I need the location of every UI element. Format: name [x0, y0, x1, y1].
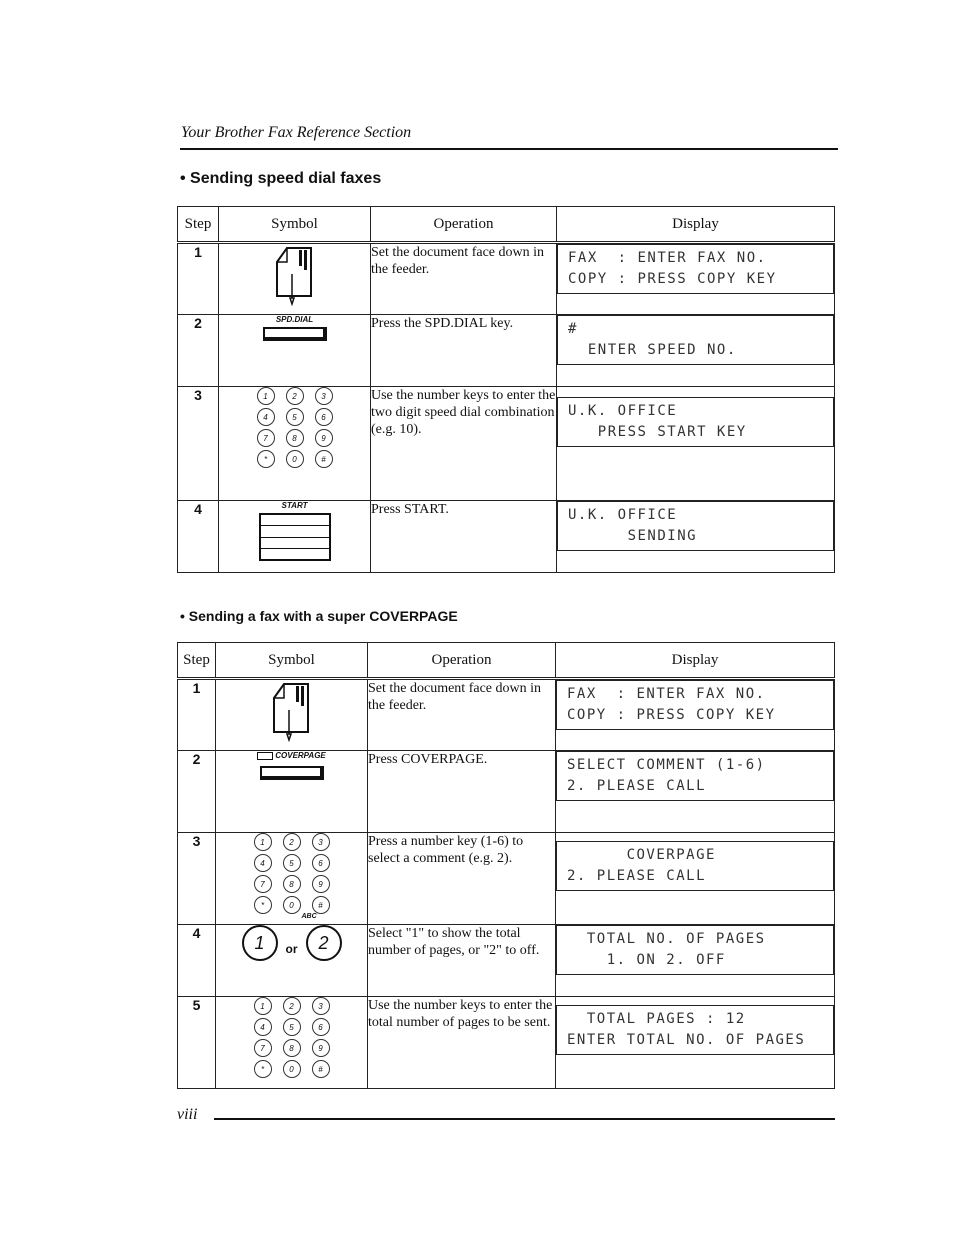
spd-dial-key-caption: SPD.DIAL: [275, 315, 314, 324]
display-cell: [556, 833, 835, 925]
lcd-display: [556, 841, 834, 891]
header-operation: Operation: [368, 643, 556, 679]
lcd-line-1: #: [568, 321, 578, 337]
number-key-icon: 4: [254, 854, 272, 872]
number-key-icon: 5: [283, 1018, 301, 1036]
number-key-icon: 6: [312, 854, 330, 872]
number-key-icon: 6: [312, 1018, 330, 1036]
number-key-icon: 5: [286, 408, 304, 426]
display-cell: [557, 501, 835, 573]
number-key-icon: #: [315, 450, 333, 468]
lcd-display: [557, 397, 834, 447]
table-row: [178, 833, 835, 925]
number-key-icon: 7: [254, 1039, 272, 1057]
header-step: Step: [178, 643, 216, 679]
lcd-line-1: TOTAL PAGES : 12: [567, 1011, 746, 1027]
symbol-cell: [216, 997, 368, 1089]
number-key-icon: #: [312, 1060, 330, 1078]
table-row: [178, 751, 835, 833]
lcd-line-2: COPY : PRESS COPY KEY: [568, 271, 777, 287]
number-key-icon: 2: [283, 997, 301, 1015]
speed-dial-table: [177, 206, 835, 573]
lcd-line-1: FAX : ENTER FAX NO.: [568, 250, 767, 266]
lcd-line-1: COVERPAGE: [567, 847, 716, 863]
number-key-icon: 8: [283, 875, 301, 893]
operation-text: Press COVERPAGE.: [368, 751, 556, 833]
lcd-line-1: U.K. OFFICE: [568, 507, 678, 523]
table-row: [178, 387, 835, 501]
header-display: Display: [556, 643, 835, 679]
operation-text: Use the number keys to enter the total number of pages to be sent.: [368, 997, 556, 1089]
page-number: viii: [177, 1106, 198, 1123]
section-title-speed-dial: • Sending speed dial faxes: [180, 170, 382, 187]
number-key-icon: 0: [283, 896, 301, 914]
running-head: Your Brother Fax Reference Section: [181, 124, 412, 141]
number-keypad-icon: [219, 387, 370, 468]
lcd-line-1: SELECT COMMENT (1-6): [567, 757, 766, 773]
operation-text: Set the document face down in the feeder.: [371, 243, 557, 315]
step-number: 1: [178, 243, 219, 315]
symbol-cell: [216, 751, 368, 833]
lcd-line-2: ENTER TOTAL NO. OF PAGES: [567, 1032, 806, 1048]
number-key-icon: 5: [283, 854, 301, 872]
operation-text: Press a number key (1-6) to select a comment (e.g. 2).: [368, 833, 556, 925]
header-symbol: Symbol: [219, 207, 371, 243]
header-symbol: Symbol: [216, 643, 368, 679]
number-key-icon: 1: [254, 833, 272, 851]
key-2-wrap: [301, 913, 342, 961]
display-cell: [556, 751, 835, 833]
number-key-icon: 8: [286, 429, 304, 447]
display-cell: [556, 925, 835, 997]
lcd-line-2: 2. PLEASE CALL: [567, 868, 707, 884]
header-step: Step: [178, 207, 219, 243]
number-key-icon: 0: [283, 1060, 301, 1078]
display-cell: [557, 243, 835, 315]
lcd-display: [556, 925, 834, 975]
lcd-line-2: COPY : PRESS COPY KEY: [567, 707, 776, 723]
step-number: 3: [178, 833, 216, 925]
lcd-display: [556, 1005, 834, 1055]
number-key-icon: 9: [312, 1039, 330, 1057]
symbol-cell: [219, 387, 371, 501]
table-row: [178, 925, 835, 997]
key-2-icon: 2: [306, 925, 342, 961]
step-number: 2: [178, 751, 216, 833]
lcd-display: [556, 680, 834, 730]
lcd-line-2: 1. ON 2. OFF: [567, 952, 726, 968]
symbol-cell: [216, 833, 368, 925]
number-key-icon: 2: [286, 387, 304, 405]
display-cell: [557, 315, 835, 387]
lcd-display: [556, 751, 834, 801]
symbol-cell: [219, 243, 371, 315]
footer-rule: [214, 1118, 835, 1120]
table-row: [178, 997, 835, 1089]
number-key-icon: 6: [315, 408, 333, 426]
header-operation: Operation: [371, 207, 557, 243]
step-number: 3: [178, 387, 219, 501]
operation-text: Use the number keys to enter the two digit speed dial combination (e.g. 10).: [371, 387, 557, 501]
coverpage-caption-text: COVERPAGE: [275, 751, 326, 760]
symbol-cell: [216, 913, 368, 997]
number-key-icon: 7: [257, 429, 275, 447]
document-feed-icon: [268, 680, 316, 742]
number-key-icon: *: [254, 896, 272, 914]
section-title-coverpage: • Sending a fax with a super COVERPAGE: [180, 608, 458, 624]
number-keypad-icon: [216, 997, 367, 1078]
table-row: [178, 315, 835, 387]
table-row: [178, 243, 835, 315]
table-header-row: [178, 207, 835, 243]
lcd-line-2: SENDING: [568, 528, 698, 544]
symbol-cell: [219, 501, 371, 573]
symbol-cell: [219, 315, 371, 387]
display-cell: [556, 679, 835, 751]
spd-dial-key-icon: [263, 327, 327, 341]
number-key-icon: 9: [315, 429, 333, 447]
step-number: 4: [178, 501, 219, 573]
operation-text: Press the SPD.DIAL key.: [371, 315, 557, 387]
step-number: 5: [178, 997, 216, 1089]
coverpage-table: [177, 642, 835, 1089]
number-key-icon: 3: [315, 387, 333, 405]
number-key-icon: 0: [286, 450, 304, 468]
number-keypad-icon: [216, 833, 367, 914]
display-cell: [556, 997, 835, 1089]
symbol-cell: [216, 679, 368, 751]
table-row: [178, 501, 835, 573]
operation-text: Press START.: [371, 501, 557, 573]
coverpage-mini-icon: [257, 752, 273, 760]
lcd-line-1: TOTAL NO. OF PAGES: [567, 931, 766, 947]
lcd-display: [557, 315, 834, 365]
number-key-icon: *: [254, 1060, 272, 1078]
lcd-display: [557, 501, 834, 551]
number-key-icon: #: [312, 896, 330, 914]
lcd-display: [557, 244, 834, 294]
operation-text: Set the document face down in the feeder.: [368, 679, 556, 751]
number-key-icon: *: [257, 450, 275, 468]
display-cell: [557, 387, 835, 501]
step-number: 2: [178, 315, 219, 387]
table-header-row: [178, 643, 835, 679]
or-label: or: [285, 942, 298, 956]
number-key-icon: 8: [283, 1039, 301, 1057]
number-key-icon: 1: [254, 997, 272, 1015]
coverpage-key-icon: [260, 766, 324, 780]
lcd-line-2: ENTER SPEED NO.: [568, 342, 737, 358]
table-row: [178, 679, 835, 751]
header-display: Display: [557, 207, 835, 243]
lcd-line-2: PRESS START KEY: [568, 424, 747, 440]
lcd-line-2: 2. PLEASE CALL: [567, 778, 707, 794]
coverpage-key-caption: [216, 751, 367, 760]
abc-label: ABC: [301, 913, 317, 920]
document-feed-icon: [271, 244, 319, 306]
number-key-icon: 4: [257, 408, 275, 426]
start-key-caption: START: [281, 501, 308, 510]
start-key-icon: [259, 513, 331, 561]
number-key-icon: 9: [312, 875, 330, 893]
number-key-icon: 3: [312, 997, 330, 1015]
number-key-icon: 1: [257, 387, 275, 405]
lcd-line-1: FAX : ENTER FAX NO.: [567, 686, 766, 702]
number-key-icon: 3: [312, 833, 330, 851]
number-key-icon: 4: [254, 1018, 272, 1036]
one-or-two-keys: [216, 913, 367, 961]
key-1-icon: 1: [242, 925, 278, 961]
header-rule: [180, 148, 838, 150]
step-number: 1: [178, 679, 216, 751]
number-key-icon: 7: [254, 875, 272, 893]
number-key-icon: 2: [283, 833, 301, 851]
operation-text: Select "1" to show the total number of pages, or "2" to off.: [368, 925, 556, 997]
lcd-line-1: U.K. OFFICE: [568, 403, 678, 419]
step-number: 4: [178, 925, 216, 997]
